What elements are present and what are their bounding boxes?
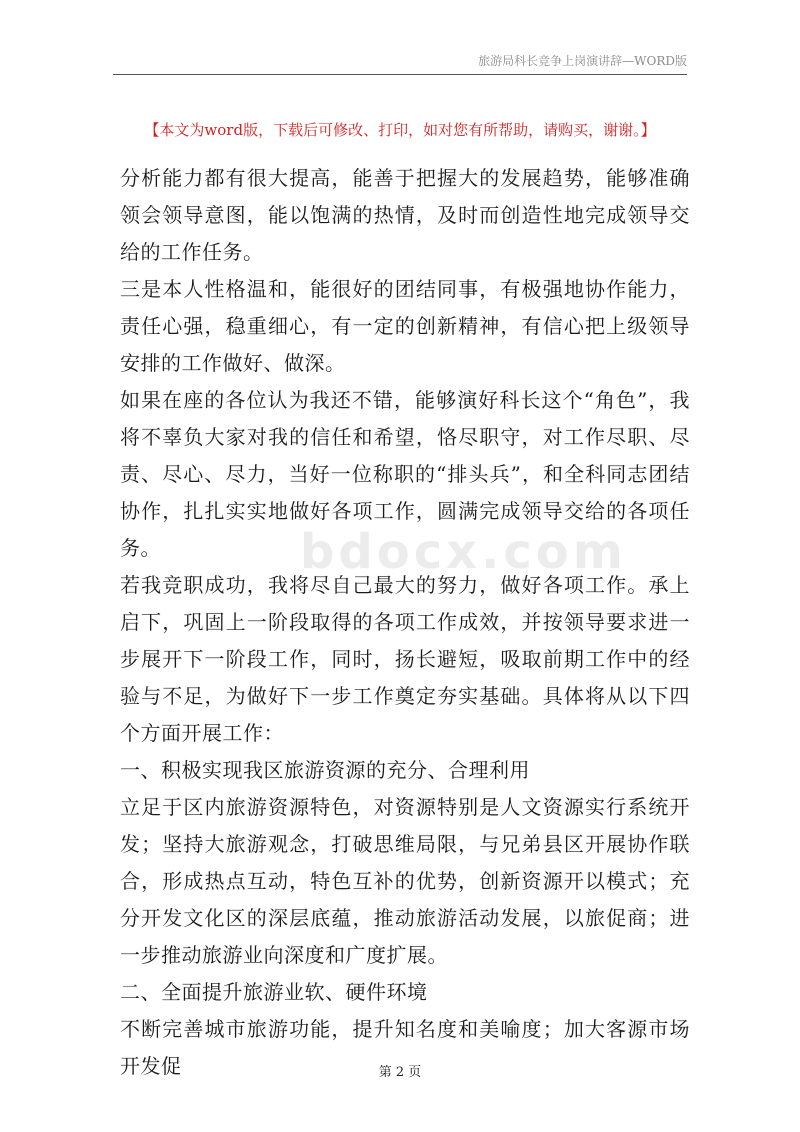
- paragraph: 立足于区内旅游资源特色，对资源特别是人文资源实行系统开发；坚持大旅游观念，打破思维局限，与兄弟县区开展协作联合，形成热点互动，特色互补的优势，创新资源开以模式；充分开发文化区的深层底蕴，推动旅游活动发展，以旅促商；进一步推动旅游业向深度和广度扩展。: [120, 795, 690, 967]
- section-heading: 一、积极实现我区旅游资源的充分、合理利用: [120, 758, 530, 782]
- document-body: [120, 160, 690, 1085]
- download-notice: 【本文为word版，下载后可修改、打印，如对您有所帮助，请购买，谢谢。】: [144, 121, 656, 139]
- page-header: [113, 52, 687, 75]
- header-title: 旅游局科长竞争上岗演讲辞—WORD版: [478, 54, 687, 68]
- paragraph: 三是本人性格温和，能很好的团结同事，有极强地协作能力，责任心强，稳重细心，有一定的创新精神，有信心把上级领导安排的工作做好、做深。: [120, 277, 690, 375]
- page-number: 第 2 页: [378, 1065, 422, 1080]
- paragraph: 若我竞职成功，我将尽自己最大的努力，做好各项工作。承上启下，巩固上一阶段取得的各项工作成效，并按领导要求进一步展开下一阶段工作，同时，扬长避短，吸取前期工作中的经验与不足，为做好下一步工作奠定夯实基础。具体将从以下四个方面开展工作：: [120, 573, 690, 745]
- watermark: bdocx.com: [300, 524, 627, 580]
- page-footer: [0, 1061, 800, 1080]
- paragraph: 分析能力都有很大提高，能善于把握大的发展趋势，能够准确领会领导意图，能以饱满的热情，及时而创造性地完成领导交给的工作任务。: [120, 166, 690, 264]
- paragraph: 不断完善城市旅游功能，提升知名度和美喻度；加大客源市场开发促: [120, 1017, 690, 1078]
- section-heading: 二、全面提升旅游业软、硬件环境: [120, 980, 428, 1004]
- paragraph: 如果在座的各位认为我还不错，能够演好科长这个“角色”，我将不辜负大家对我的信任和希望，恪尽职守，对工作尽职、尽责、尽心、尽力，当好一位称职的“排头兵”，和全科同志团结协作，扎扎实实地做好各项工作，圆满完成领导交给的各项任务。: [120, 388, 690, 560]
